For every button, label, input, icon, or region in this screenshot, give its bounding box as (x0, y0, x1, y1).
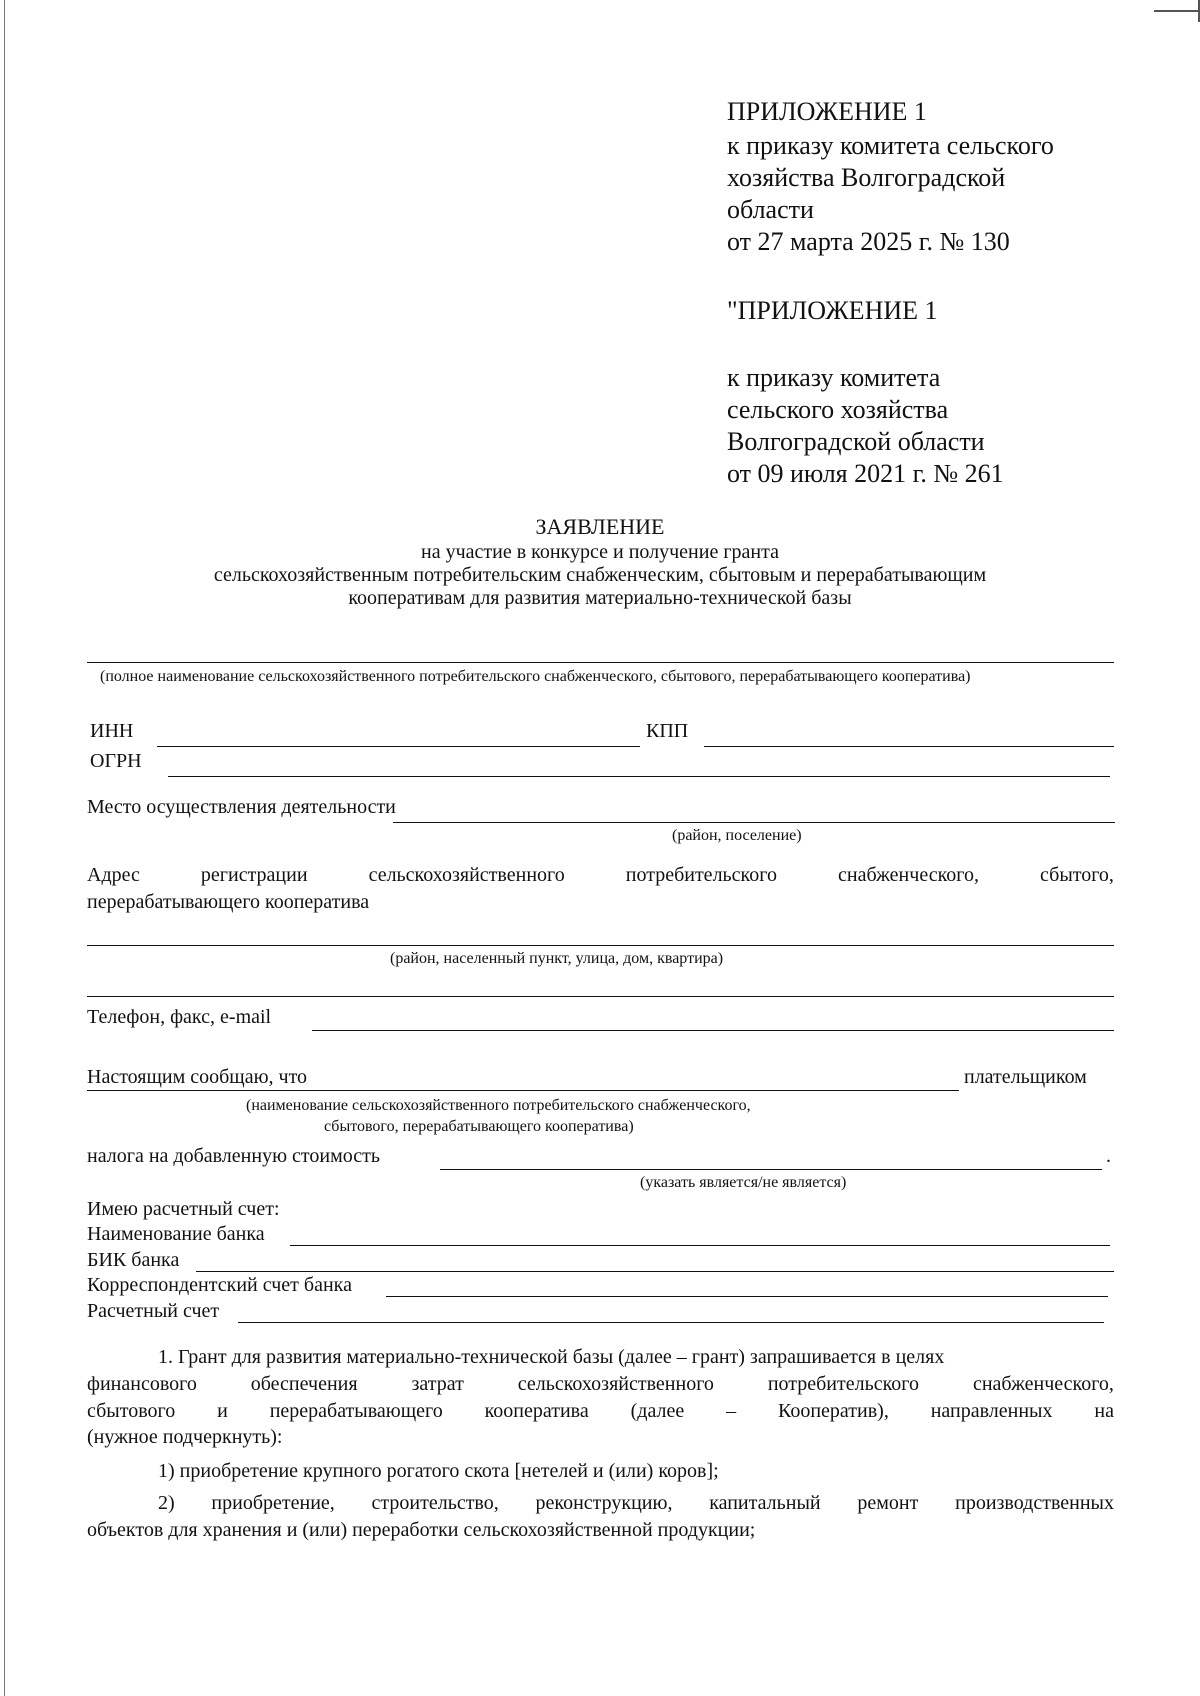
appendix-line: Волгоградской области (727, 427, 985, 456)
place-label: Место осуществления деятельности (87, 796, 396, 818)
address-word: потребительского (625, 864, 777, 886)
inform-label: Настоящим сообщаю, что (87, 1066, 308, 1088)
address-field-line2[interactable] (87, 996, 1114, 997)
document-title: ЗАЯВЛЕНИЕ (535, 514, 665, 539)
address-word: регистрации (200, 864, 308, 886)
document-subtitle: на участие в конкурсе и получение гранта (421, 541, 779, 563)
place-hint: (район, поселение) (672, 827, 802, 844)
phone-label: Телефон, факс, e-mail (87, 1006, 272, 1028)
bank-name-label: Наименование банка (87, 1223, 265, 1245)
appendix-title: "ПРИЛОЖЕНИЕ 1 (727, 296, 938, 325)
paragraph-word: Кооператив), (777, 1400, 889, 1422)
settle-account-field[interactable] (238, 1322, 1104, 1323)
scan-edge-line (4, 0, 5, 1696)
paragraph-word: реконструкцию, (535, 1492, 673, 1514)
document-subtitle: сельскохозяйственным потребительским снабженческим, сбытовым и перерабатывающим (213, 564, 987, 586)
paragraph-line (87, 1373, 1114, 1396)
list-item: 1) приобретение крупного рогатого скота [нетелей и (или) коров]; (158, 1460, 719, 1482)
appendix-line: хозяйства Волгоградской (727, 163, 1006, 192)
paragraph-text: (нужное подчеркнуть): (87, 1426, 283, 1448)
paragraph-word: 2) (158, 1492, 175, 1514)
paragraph-word: сельскохозяйственного (517, 1373, 714, 1395)
address-word: сельскохозяйственного (368, 864, 565, 886)
paragraph-word: снабженческого, (972, 1373, 1114, 1395)
paragraph-word: – (726, 1400, 737, 1422)
vat-hint: (указать является/не является) (640, 1174, 847, 1191)
paragraph-word: потребительского (767, 1373, 920, 1395)
paragraph-word: финансового (87, 1373, 197, 1395)
scan-corner-mark (1154, 10, 1200, 12)
paragraph-word: производственных (955, 1492, 1114, 1514)
inform-hint: (наименование сельскохозяйственного потребительского снабженческого, (246, 1097, 751, 1114)
kpp-field[interactable] (704, 746, 1114, 747)
payer-label: плательщиком (964, 1066, 1087, 1088)
paragraph-word: и (217, 1400, 228, 1422)
address-field[interactable] (87, 945, 1114, 946)
phone-field[interactable] (312, 1030, 1114, 1031)
address-word: Адрес (87, 864, 140, 886)
paragraph-word: кооператива (484, 1400, 589, 1422)
inn-label: ИНН (90, 720, 134, 742)
settle-account-label: Расчетный счет (87, 1300, 220, 1322)
paragraph-word: обеспечения (250, 1373, 358, 1395)
paragraph-word: сбытового (87, 1400, 176, 1422)
address-hint: (район, населенный пункт, улица, дом, квартира) (390, 950, 724, 967)
appendix-line: к приказу комитета (727, 363, 941, 392)
paragraph-word: капитальный (709, 1492, 821, 1514)
inform-hint: сбытового, перерабатывающего кооператива) (324, 1118, 634, 1135)
paragraph-word: затрат (411, 1373, 464, 1395)
paragraph-word: (далее (630, 1400, 685, 1422)
corr-account-label: Корреспондентский счет банка (87, 1274, 352, 1296)
bik-label: БИК банка (87, 1249, 180, 1271)
paragraph-word: приобретение, (211, 1492, 335, 1514)
inform-field[interactable] (87, 1090, 959, 1091)
address-word: сбытого, (1040, 864, 1114, 886)
vat-end: . (1106, 1145, 1111, 1167)
paragraph-word: направленных (930, 1400, 1053, 1422)
appendix-line: сельского хозяйства (727, 395, 949, 424)
document-subtitle: кооперативам для развития материально-технической базы (348, 587, 852, 609)
appendix-date: от 27 марта 2025 г. № 130 (727, 227, 1010, 256)
bank-name-field[interactable] (290, 1245, 1110, 1246)
address-label-line (87, 864, 1114, 887)
address-label-cont: перерабатывающего кооператива (87, 891, 370, 913)
paragraph-text: 1. Грант для развития материально-технической базы (далее – грант) запрашивается в целях (158, 1346, 945, 1368)
paragraph-line (87, 1400, 1114, 1423)
ogrn-field[interactable] (168, 776, 1110, 777)
vat-label: налога на добавленную стоимость (87, 1145, 380, 1167)
ogrn-label: ОГРН (90, 750, 142, 772)
cooperative-name-hint: (полное наименование сельскохозяйственного потребительского снабженческого, сбытового, перерабатывающего кооператива) (100, 668, 971, 685)
paragraph-word: перерабатывающего (269, 1400, 443, 1422)
appendix-title: ПРИЛОЖЕНИЕ 1 (727, 97, 927, 126)
appendix-line: области (727, 195, 814, 224)
cooperative-name-field[interactable] (87, 662, 1114, 663)
vat-field[interactable] (440, 1169, 1102, 1170)
list-item (158, 1492, 1114, 1515)
address-word: снабженческого, (837, 864, 979, 886)
place-field[interactable] (393, 822, 1115, 823)
appendix-line: к приказу комитета сельского (727, 131, 1054, 160)
bik-field[interactable] (196, 1271, 1114, 1272)
paragraph-word: ремонт (857, 1492, 919, 1514)
account-heading: Имею расчетный счет: (87, 1198, 280, 1220)
inn-field[interactable] (157, 746, 640, 747)
kpp-label: КПП (646, 720, 689, 742)
appendix-date: от 09 июля 2021 г. № 261 (727, 459, 1004, 488)
paragraph-word: на (1094, 1400, 1114, 1422)
list-item-cont: объектов для хранения и (или) переработки сельскохозяйственной продукции; (87, 1519, 756, 1541)
paragraph-word: строительство, (371, 1492, 499, 1514)
corr-account-field[interactable] (386, 1296, 1108, 1297)
